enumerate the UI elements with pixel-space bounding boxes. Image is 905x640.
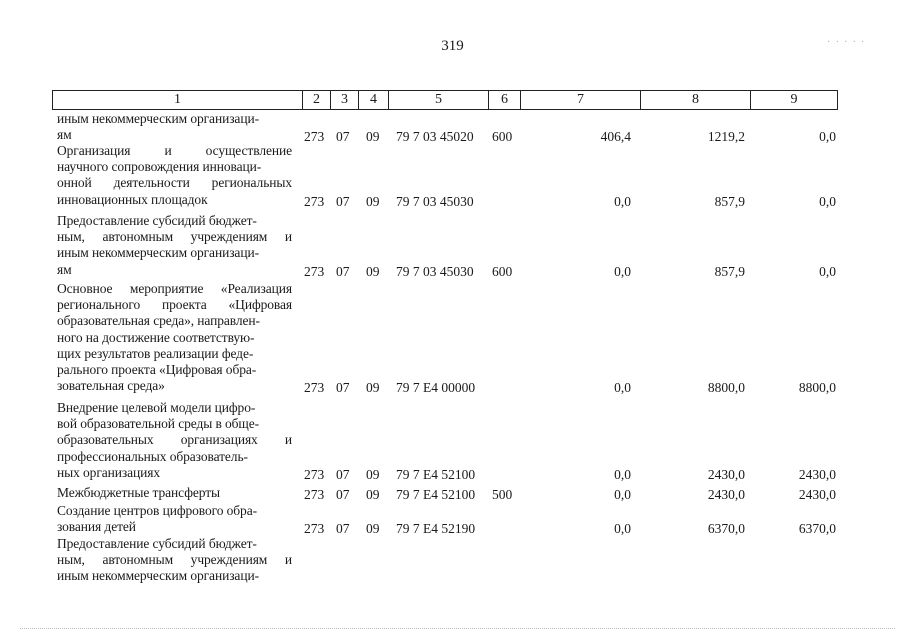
cell-col-9: 8800,0: [798, 380, 836, 396]
cell-col-2: 273: [304, 521, 325, 537]
cell-col-9: 2430,0: [798, 466, 836, 482]
header-col-1: 1: [53, 91, 303, 109]
table-header: [52, 90, 838, 110]
description-line: иным некоммерческим организаци-: [57, 245, 259, 261]
cell-col-8: 1219,2: [707, 129, 745, 145]
cell-col-8: 857,9: [714, 193, 745, 209]
row-description: [57, 111, 292, 143]
row-description: [57, 503, 292, 535]
description-line: иным некоммерческим организаци-: [57, 111, 259, 126]
cell-col-4: 09: [366, 263, 380, 279]
header-col-5: 5: [389, 91, 489, 109]
scan-artifact: .....: [827, 34, 870, 45]
cell-col-5: 79 7 E4 52190: [396, 521, 476, 537]
description-line: Предоставление субсидий бюджет-: [57, 213, 257, 228]
cell-col-5: 79 7 E4 52100: [396, 466, 476, 482]
header-col-7: 7: [521, 91, 641, 109]
cell-col-4: 09: [366, 487, 380, 502]
description-line: ным, автономным учреждениям и: [57, 229, 292, 245]
cell-col-9: 0,0: [819, 263, 836, 279]
description-line: образовательных организациях и: [57, 432, 292, 448]
cell-col-3: 07: [336, 521, 350, 537]
cell-col-8: 857,9: [714, 263, 745, 279]
description-line: Межбюджетные трансферты: [57, 485, 220, 500]
cell-col-3: 07: [336, 487, 350, 502]
cell-col-4: 09: [366, 380, 380, 396]
cell-col-8: 8800,0: [707, 380, 745, 396]
cell-col-7: 0,0: [614, 521, 631, 537]
cell-col-7: 0,0: [614, 263, 631, 279]
header-col-3: 3: [331, 91, 359, 109]
description-line: Создание центров цифрового обра-: [57, 503, 257, 518]
cell-col-4: 09: [366, 521, 380, 537]
description-line: Внедрение целевой модели цифро-: [57, 400, 256, 415]
cell-col-3: 07: [336, 263, 350, 279]
cell-col-2: 273: [304, 193, 325, 209]
cell-col-5: 79 7 03 45030: [396, 263, 474, 279]
cell-col-8: 2430,0: [707, 466, 745, 482]
header-col-6: 6: [489, 91, 521, 109]
description-line: образовательная среда», направлен-: [57, 313, 260, 329]
description-line: иным некоммерческим организаци-: [57, 568, 259, 584]
cell-col-9: 6370,0: [798, 521, 836, 537]
header-col-8: 8: [641, 91, 751, 109]
cell-col-3: 07: [336, 380, 350, 396]
cell-col-4: 09: [366, 466, 380, 482]
cell-col-4: 09: [366, 193, 380, 209]
description-line: профессиональных образователь-: [57, 448, 248, 464]
description-line: ям: [57, 127, 72, 143]
cell-col-6: 500: [492, 487, 513, 502]
cell-col-7: 406,4: [600, 129, 631, 145]
header-col-9: 9: [790, 92, 798, 107]
cell-col-6: 600: [492, 129, 513, 145]
description-line: ных организациях: [57, 464, 161, 480]
description-line: ям: [57, 261, 72, 277]
description-line: Предоставление субсидий бюджет-: [57, 536, 257, 551]
cell-col-5: 79 7 03 45030: [396, 193, 474, 209]
row-description: [57, 400, 292, 481]
cell-col-2: 273: [304, 129, 325, 145]
cell-col-7: 0,0: [614, 380, 631, 396]
description-line: зовательная среда»: [57, 378, 165, 394]
cell-col-8: 2430,0: [707, 487, 745, 502]
row-description: [57, 143, 292, 208]
page-number: 319: [441, 38, 464, 54]
cell-col-7: 0,0: [614, 487, 631, 502]
cell-col-7: 0,0: [614, 466, 631, 482]
cell-col-9: 0,0: [819, 193, 836, 209]
description-line: инновационных площадок: [57, 191, 208, 207]
description-line: щих результатов реализации феде-: [57, 345, 254, 361]
scan-artifact-line: [20, 628, 895, 630]
cell-col-7: 0,0: [614, 193, 631, 209]
cell-col-5: 79 7 03 45020: [396, 129, 474, 145]
cell-col-9: 2430,0: [798, 487, 836, 502]
description-line: зования детей: [57, 519, 136, 535]
cell-col-3: 07: [336, 193, 350, 209]
cell-col-3: 07: [336, 129, 350, 145]
cell-col-2: 273: [304, 466, 325, 482]
description-line: ного на достижение соответствую-: [57, 329, 255, 345]
description-line: Основное мероприятие «Реализация: [57, 281, 292, 296]
cell-col-5: 79 7 E4 52100: [396, 487, 476, 502]
cell-col-4: 09: [366, 129, 380, 145]
description-line: рального проекта «Цифровая обра-: [57, 362, 257, 378]
description-line: онной деятельности региональных: [57, 175, 292, 191]
description-line: научного сопровождения инноваци-: [57, 159, 262, 175]
description-line: Организация и осуществление: [57, 143, 292, 158]
header-col-2: 2: [303, 91, 331, 109]
row-description: [57, 213, 292, 278]
description-line: ным, автономным учреждениям и: [57, 552, 292, 568]
cell-col-6: 600: [492, 263, 513, 279]
description-line: вой образовательной среды в обще-: [57, 416, 260, 432]
description-line: регионального проекта «Цифровая: [57, 297, 292, 313]
cell-col-2: 273: [304, 487, 325, 502]
header-col-4: 4: [359, 91, 389, 109]
row-description: [57, 281, 292, 394]
cell-col-5: 79 7 E4 00000: [396, 380, 476, 396]
cell-col-2: 273: [304, 263, 325, 279]
cell-col-8: 6370,0: [707, 521, 745, 537]
cell-col-9: 0,0: [819, 129, 836, 145]
cell-col-2: 273: [304, 380, 325, 396]
cell-col-3: 07: [336, 466, 350, 482]
row-description: [57, 485, 292, 501]
row-description: [57, 536, 292, 585]
